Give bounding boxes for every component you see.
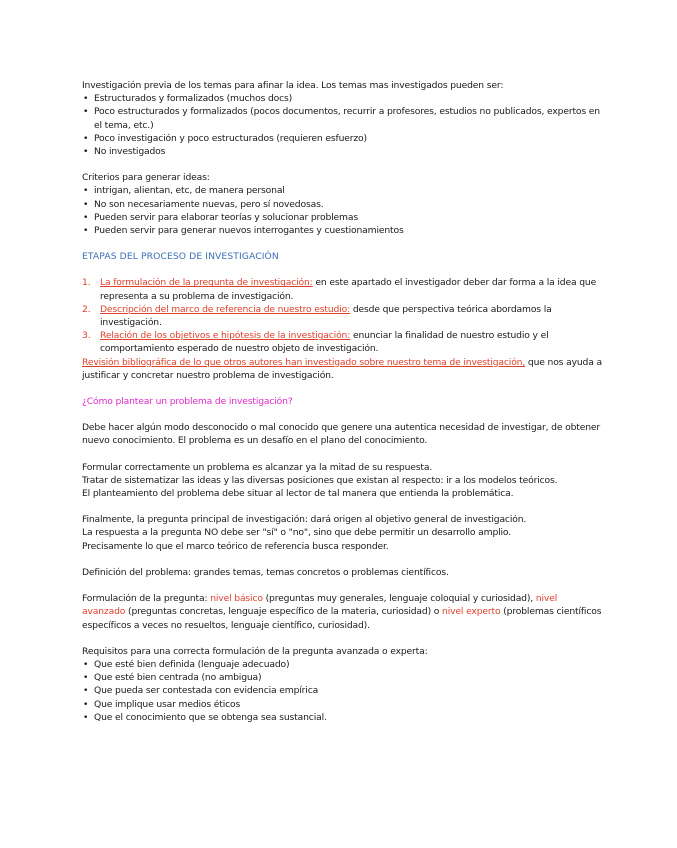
stage-title: La formulación de la pregunta de investigación: xyxy=(100,277,313,289)
paragraph-5 xyxy=(82,592,602,632)
intro-section xyxy=(82,79,602,158)
requirements-title: Requisitos para una correcta formulación de la pregunta avanzada o experta: xyxy=(82,645,428,657)
stage-text: enunciar la finalidad de nuestro estudio y el comportamiento esperado de nuestro objeto de investigación. xyxy=(100,330,549,355)
requirements-section xyxy=(82,645,602,724)
stage-text: desde que perspectiva teórica abordamos la investigación. xyxy=(100,303,552,329)
text-run: (preguntas concretas, lenguaje específico de la materia, curiosidad) o xyxy=(125,606,443,618)
stage-item xyxy=(82,276,602,302)
list-item: • Que esté bien centrada (no ambigua) xyxy=(82,671,602,684)
stage-title: Relación de los objetivos e hipótesis de la investigación: xyxy=(100,330,351,342)
list-item: • Que esté bien definida (lenguaje adecuado) xyxy=(82,658,602,671)
list-item: • intrigan, alientan, etc, de manera personal xyxy=(82,184,602,197)
criteria-section xyxy=(82,171,602,237)
criteria-title: Criterios para generar ideas: xyxy=(82,172,210,184)
text-run: (preguntas muy generales, lenguaje coloquial y curiosidad), xyxy=(262,593,536,605)
question-heading: ¿Cómo plantear un problema de investigación? xyxy=(82,396,293,408)
paragraph-4: Definición del problema: grandes temas, temas concretos o problemas científicos. xyxy=(82,566,449,578)
text-line: El planteamiento del problema debe situar al lector de tal manera que entienda la problemática. xyxy=(82,488,514,500)
review-paragraph xyxy=(82,356,602,382)
text-line: Formular correctamente un problema es alcanzar ya la mitad de su respuesta. xyxy=(82,461,433,473)
stages-heading: ETAPAS DEL PROCESO DE INVESTIGACIÓN xyxy=(82,251,279,263)
review-text: que nos ayuda a justificar y concretar nuestro problema de investigación. xyxy=(82,356,602,381)
criteria-list xyxy=(82,184,602,237)
requirements-list xyxy=(82,658,602,724)
list-item: • Que implique usar medios éticos xyxy=(82,698,602,711)
list-item: • Pueden servir para generar nuevos interrogantes y cuestionamientos xyxy=(82,224,602,237)
review-title: Revisión bibliográfica de lo que otros autores han investigado sobre nuestro tema de investigación, xyxy=(82,356,526,368)
text-line: La respuesta a la pregunta NO debe ser "sí" o "no", sino que debe permitir un desarrollo amplio. xyxy=(82,527,512,539)
list-item: • Poco investigación y poco estructurados (requieren esfuerzo) xyxy=(82,132,602,145)
stage-title: Descripción del marco de referencia de nuestro estudio: xyxy=(100,303,351,315)
stage-text: en este apartado el investigador deber dar forma a la idea que representa a su problema de investigación. xyxy=(100,277,597,302)
paragraph-2 xyxy=(82,461,602,501)
stage-number: 1. xyxy=(82,277,91,289)
intro-list xyxy=(82,92,602,158)
text-line: Precisamente lo que el marco teórico de referencia busca responder. xyxy=(82,540,389,552)
level-basic: nivel básico xyxy=(210,593,263,605)
paragraph-3 xyxy=(82,513,602,553)
stages-list xyxy=(82,276,602,355)
intro-line: Investigación previa de los temas para afinar la idea. Los temas mas investigados pueden ser: xyxy=(82,80,504,91)
list-item: • No investigados xyxy=(82,145,602,158)
text-line: Tratar de sistematizar las ideas y las diversas posiciones que existan al respecto: ir a los modelos teóricos. xyxy=(82,474,558,486)
paragraph-1: Debe hacer algún modo desconocido o mal conocido que genere una autentica necesidad de investigar, de obtener nuevo conocimiento. El problema es un desafío en el plano del conocimiento. xyxy=(82,422,601,447)
list-item: • Que el conocimiento que se obtenga sea sustancial. xyxy=(82,711,602,724)
list-item: • No son necesariamente nuevas, pero sí novedosas. xyxy=(82,198,602,211)
text-run: Formulación de la pregunta: xyxy=(82,593,211,605)
list-item: • Poco estructurados y formalizados (pocos documentos, recurrir a profesores, estudios no publicados, expertos en el tema, etc.) xyxy=(82,105,602,131)
list-item: • Que pueda ser contestada con evidencia empírica xyxy=(82,684,602,697)
stage-item xyxy=(82,303,602,329)
list-item: • Pueden servir para elaborar teorías y solucionar problemas xyxy=(82,211,602,224)
stage-item xyxy=(82,329,602,355)
document-body xyxy=(82,79,602,724)
text-line: Finalmente, la pregunta principal de investigación: dará origen al objetivo general de investigación. xyxy=(82,514,527,526)
level-advanced: nivel avanzado xyxy=(82,593,558,618)
level-expert: nivel experto xyxy=(442,606,501,618)
stage-number: 3. xyxy=(82,330,91,342)
text-run: (problemas científicos específicos a veces no resueltos, lenguaje científico, curiosidad). xyxy=(82,606,602,631)
stage-number: 2. xyxy=(82,303,91,315)
list-item: • Estructurados y formalizados (muchos docs) xyxy=(82,92,602,105)
